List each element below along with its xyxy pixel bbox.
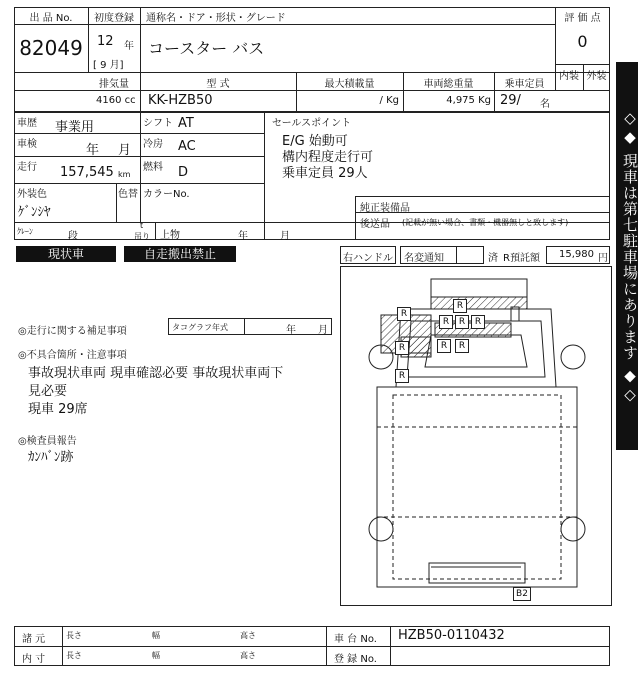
damage-mark-r6: R bbox=[437, 339, 451, 353]
color-no-label: カラーNo. bbox=[143, 189, 190, 200]
sales-line-1: E/G 始動可 bbox=[282, 134, 348, 149]
inspector-line: ｶﾝﾊﾞﾝ跡 bbox=[28, 450, 74, 465]
tacho-month: 月 bbox=[318, 325, 328, 336]
tacho-year: 年 bbox=[286, 325, 296, 336]
max-load-label: 最大積載量 bbox=[324, 79, 375, 90]
damage-mark-r5: R bbox=[397, 307, 411, 321]
handle-value: 右ハンドル bbox=[343, 253, 393, 264]
history-label: 車歴 bbox=[17, 118, 37, 129]
inspection-label: 車検 bbox=[17, 139, 37, 150]
first-reg-label: 初度登録 bbox=[94, 13, 134, 24]
fuel-value: D bbox=[178, 165, 189, 180]
damage-mark-r8: R bbox=[395, 341, 409, 355]
damage-mark-r4: R bbox=[471, 315, 485, 329]
after-note: (記載が無い場合、書類・機器無しと致します) bbox=[402, 218, 569, 227]
chassis-value: HZB50-0110432 bbox=[398, 628, 505, 643]
ac-value: AC bbox=[178, 139, 196, 154]
mileage-value: 157,545 bbox=[60, 165, 114, 180]
gross-weight-label: 車両総重量 bbox=[423, 79, 474, 90]
score-value: 0 bbox=[577, 32, 588, 51]
int-width: 幅 bbox=[152, 651, 160, 660]
crane-label: ｸﾚｰﾝ bbox=[17, 227, 33, 236]
int-height: 高さ bbox=[240, 651, 256, 660]
shift-label: シフト bbox=[143, 118, 173, 129]
damage-mark-r2: R bbox=[439, 315, 453, 329]
upper-month: 月 bbox=[280, 231, 290, 242]
int-length: 長さ bbox=[66, 651, 82, 660]
shift-value: AT bbox=[178, 116, 194, 131]
interior-dim-label: 内 寸 bbox=[22, 654, 46, 665]
color-change-label: 色替 bbox=[118, 189, 138, 200]
model-label: 型 式 bbox=[206, 79, 230, 90]
gross-weight-value: 4,975 Kg bbox=[446, 95, 491, 106]
disp-label: 排気量 bbox=[99, 79, 129, 90]
defect-line-2: 見必要 bbox=[28, 384, 68, 399]
no-self-drive-badge: 自走搬出禁止 bbox=[124, 246, 236, 262]
year-unit: 年 bbox=[124, 41, 134, 52]
name-change-done: 済 bbox=[488, 253, 498, 264]
mileage-unit: km bbox=[118, 170, 131, 179]
crane-ton: t bbox=[140, 221, 144, 230]
color-label: 外装色 bbox=[17, 189, 47, 200]
model-value: KK-HZB50 bbox=[148, 93, 213, 108]
recycle-unit: 円 bbox=[598, 253, 608, 264]
score-label: 評 価 点 bbox=[564, 13, 601, 24]
inspection-year: 年 bbox=[86, 143, 100, 158]
spec-height: 高さ bbox=[240, 631, 256, 640]
car-name-label: 通称名・ドア・形状・グレード bbox=[146, 13, 286, 24]
crane-lift: 吊り bbox=[134, 232, 150, 241]
fuel-label: 燃料 bbox=[143, 162, 163, 173]
tacho-label: タコグラフ年式 bbox=[172, 323, 228, 332]
ac-label: 冷房 bbox=[143, 139, 163, 150]
damage-mark-r3: R bbox=[455, 315, 469, 329]
spec-width: 幅 bbox=[152, 631, 160, 640]
first-reg-year: 12 bbox=[97, 34, 114, 49]
disp-value: 4160 cc bbox=[96, 95, 136, 106]
lot-number: 82049 bbox=[19, 36, 83, 60]
damage-mark-r9: R bbox=[395, 369, 409, 383]
after-label: 後送品 bbox=[360, 219, 390, 230]
recycle-label: R預託額 bbox=[503, 253, 540, 264]
spec-label: 諸 元 bbox=[22, 634, 46, 645]
sales-point-label: セールスポイント bbox=[272, 118, 352, 129]
name-change-label: 名変通知 bbox=[404, 253, 444, 264]
recycle-value: 15,980 bbox=[559, 249, 594, 260]
lot-label: 出 品 No. bbox=[29, 13, 73, 24]
chassis-label: 車 台 No. bbox=[334, 634, 377, 645]
interior-score-label: 内装 bbox=[559, 71, 579, 82]
location-banner: ◇◆ 現車は第七駐車場にあります ◆◇ bbox=[616, 62, 638, 450]
defect-label: ◎不具合箇所・注意事項 bbox=[18, 350, 127, 361]
car-name: コースター バス bbox=[148, 39, 265, 58]
damage-mark-b2: B2 bbox=[513, 587, 531, 601]
supp-label: ◎走行に関する補足事項 bbox=[18, 326, 127, 337]
capacity-unit: 名 bbox=[540, 99, 550, 110]
exterior-score-label: 外装 bbox=[586, 71, 607, 82]
genjo-badge: 現状車 bbox=[16, 246, 116, 262]
upper-label: 上物 bbox=[160, 230, 180, 241]
equip-label: 純正装備品 bbox=[360, 203, 410, 214]
defect-line-1: 事故現状車両 現車確認必要 事故現状車両下 bbox=[28, 366, 284, 381]
reg-label: 登 録 No. bbox=[334, 654, 377, 665]
history-value: 事業用 bbox=[55, 120, 95, 135]
capacity-label: 乗車定員 bbox=[504, 79, 545, 90]
damage-mark-r1: R bbox=[453, 299, 467, 313]
inspector-label: ◎検査員報告 bbox=[18, 436, 77, 447]
mileage-label: 走行 bbox=[17, 162, 37, 173]
vehicle-diagram bbox=[340, 266, 612, 606]
crane-stage: 段 bbox=[68, 231, 78, 242]
capacity-value: 29/ bbox=[500, 93, 521, 108]
sales-line-3: 乗車定員 29人 bbox=[282, 166, 368, 181]
first-reg-month: [ 9 月] bbox=[93, 60, 124, 71]
max-load-value: / Kg bbox=[379, 95, 399, 106]
upper-year: 年 bbox=[238, 231, 248, 242]
inspection-month: 月 bbox=[118, 143, 132, 158]
color-value: ｹﾞﾝｼﾔ bbox=[18, 205, 51, 220]
sales-line-2: 構内程度走行可 bbox=[282, 150, 374, 165]
defect-line-3: 現車 29席 bbox=[28, 402, 88, 417]
damage-mark-r7: R bbox=[455, 339, 469, 353]
spec-length: 長さ bbox=[66, 631, 82, 640]
